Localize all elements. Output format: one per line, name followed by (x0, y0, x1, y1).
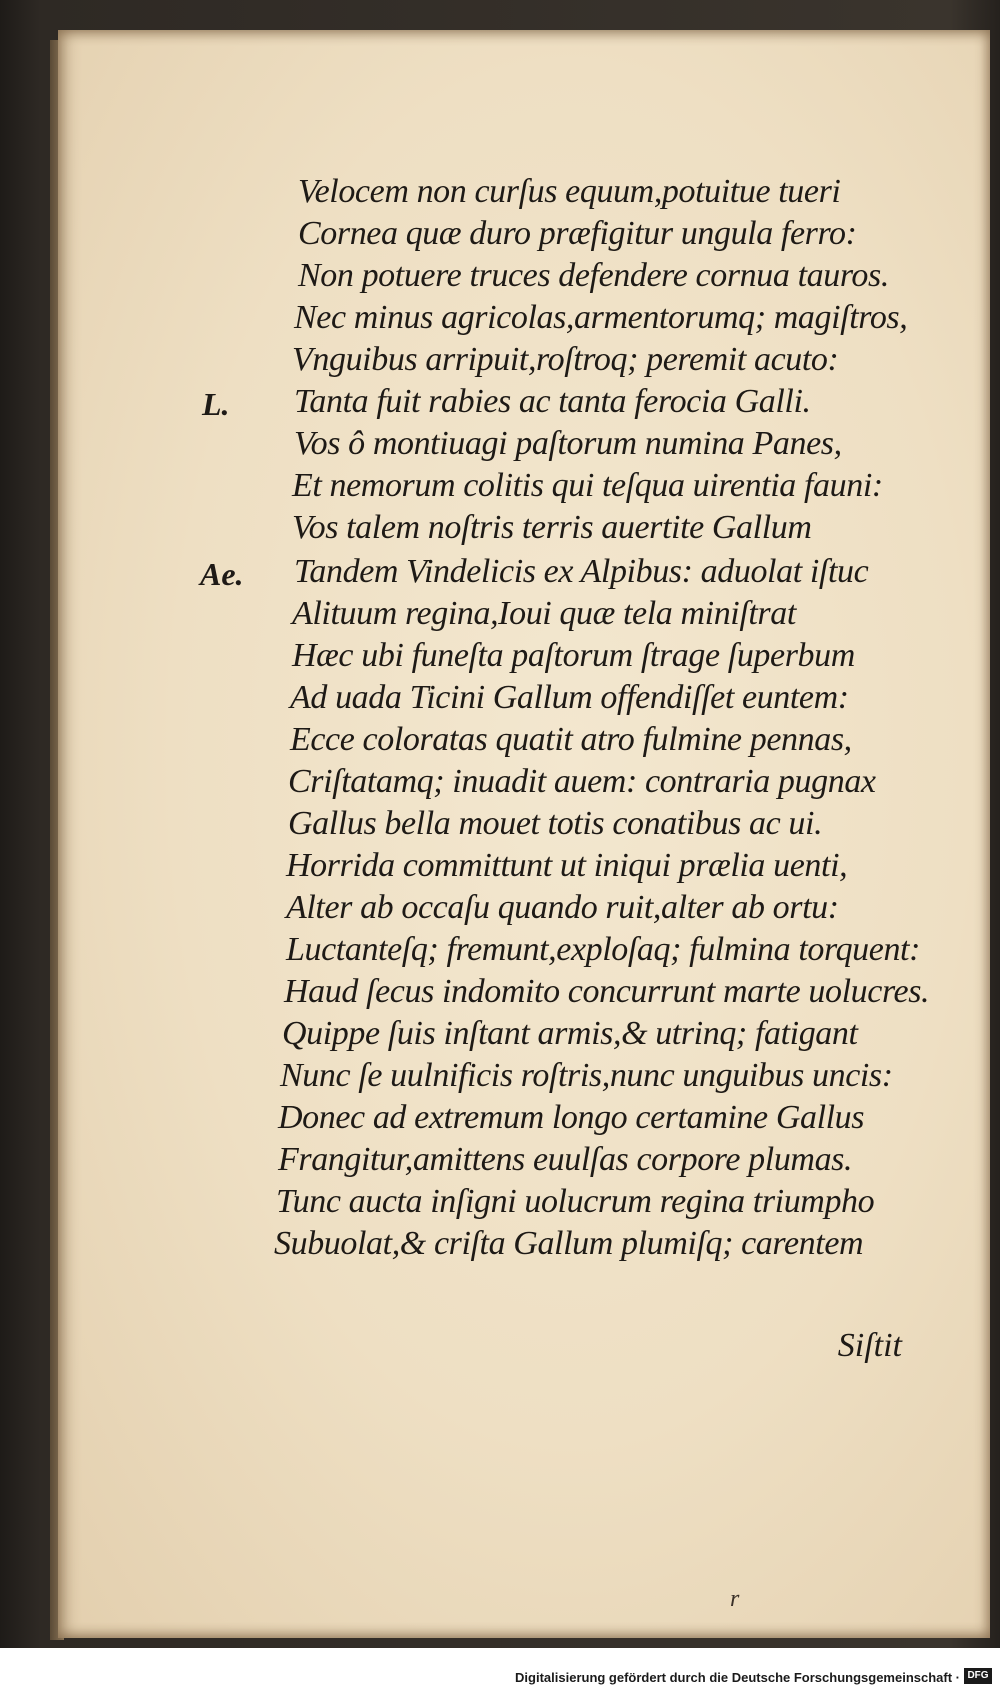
verse-line: Haud ſecus indomito concurrunt marte uolucres. (284, 973, 930, 1010)
verse-line: Donec ad extremum longo certamine Gallus (278, 1099, 865, 1136)
verse-line: Vnguibus arripuit,roſtroq; peremit acuto: (292, 341, 839, 378)
verse-line: Nec minus agricolas,armentorumq; magiſtros, (294, 299, 908, 336)
digitization-credit: Digitalisierung gefördert durch die Deutsche Forschungsgemeinschaft · (515, 1670, 960, 1685)
verse-line: Non potuere truces defendere cornua tauros. (298, 257, 889, 294)
margin-speaker-mark-ae: Ae. (200, 556, 244, 592)
margin-speaker-mark-l: L. (202, 386, 230, 422)
page-signature-mark: r (730, 1586, 740, 1612)
verse-line: Quippe ſuis inſtant armis,& utrinq; fatigant (282, 1015, 858, 1052)
verse-line: Nunc ſe uulnificis roſtris,nunc unguibus uncis: (280, 1057, 893, 1094)
verse-line: Horrida committunt ut iniqui prælia uenti, (286, 847, 848, 884)
verse-line: Hæc ubi funeſta paſtorum ſtrage ſuperbum (292, 637, 855, 674)
verse-line: Vos talem noſtris terris auertite Gallum (292, 509, 812, 546)
verse-line: Vos ô montiuagi paſtorum numina Panes, (294, 425, 842, 462)
verse-line: Criſtatamq; inuadit auem: contraria pugnax (288, 763, 876, 800)
dfg-logo: DFG (964, 1668, 992, 1684)
verse-line: Ecce coloratas quatit atro fulmine pennas, (290, 721, 852, 758)
catchword: Siſtit (837, 1327, 902, 1364)
verse-line: Gallus bella mouet totis conatibus ac ui. (288, 805, 823, 842)
verse-line: Velocem non curſus equum,potuitue tueri (298, 173, 841, 210)
verse-line: Ad uada Ticini Gallum offendiſſet euntem: (290, 679, 849, 716)
verse-line: Tandem Vindelicis ex Alpibus: aduolat iſtuc (294, 553, 869, 590)
verse-line: Subuolat,& criſta Gallum plumiſq; carentem (274, 1225, 864, 1262)
verse-line: Cornea quæ duro præfigitur ungula ferro: (298, 215, 857, 252)
book-page (58, 30, 990, 1638)
verse-line: Tanta fuit rabies ac tanta ferocia Galli. (294, 383, 811, 420)
verse-line: Et nemorum colitis qui teſqua uirentia fauni: (292, 467, 883, 504)
verse-line: Frangitur,amittens euulſas corpore plumas. (278, 1141, 853, 1178)
verse-line: Alter ab occaſu quando ruit,alter ab ortu: (286, 889, 839, 926)
verse-line: Alituum regina,Ioui quæ tela miniſtrat (292, 595, 796, 632)
verse-line: Tunc aucta inſigni uolucrum regina triumpho (276, 1183, 875, 1220)
verse-line: Luctanteſq; fremunt,exploſaq; fulmina torquent: (286, 931, 921, 968)
